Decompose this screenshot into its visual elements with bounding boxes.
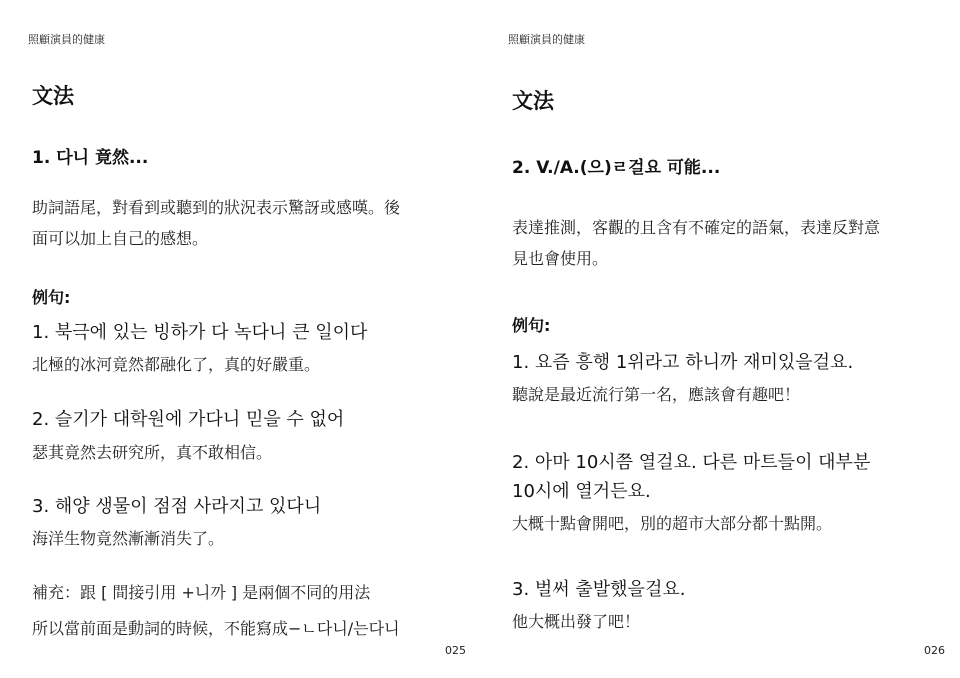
grammar-heading: 2. V./A.(으)ㄹ걸요 可能... (512, 158, 721, 178)
example-korean: 1. 북극에 있는 빙하가 다 녹다니 큰 일이다 (32, 322, 368, 343)
example-korean: 3. 해양 생물이 점점 사라지고 있다니 (32, 496, 322, 517)
section-title: 文法 (32, 84, 74, 108)
example-korean: 1. 요즘 흥행 1위라고 하니까 재미있을걸요. (512, 352, 854, 373)
example-korean: 10시에 열거든요. (512, 481, 651, 502)
grammar-heading: 1. 다니 竟然... (32, 148, 149, 168)
example-translation: 聽說是最近流行第一名，應該會有趣吧！ (512, 385, 801, 404)
description-line: 助詞語尾，對看到或聽到的狀況表示驚訝或感嘆。後 (32, 198, 401, 217)
examples-label: 例句: (512, 316, 551, 335)
supplement-note: 所以當前面是動詞的時候，不能寫成−ㄴ다니/는다니 (32, 619, 400, 638)
example-translation: 大概十點會開吧，別的超市大部分都十點開。 (512, 514, 833, 533)
example-korean: 2. 슬기가 대학원에 가다니 믿을 수 없어 (32, 409, 345, 430)
page-number: 026 (924, 644, 945, 657)
example-translation: 瑟萁竟然去研究所，真不敢相信。 (32, 443, 273, 462)
page-number: 025 (445, 644, 466, 657)
description-line: 見也會使用。 (512, 249, 609, 268)
examples-label: 例句: (32, 288, 71, 307)
description-line: 面可以加上自己的感想。 (32, 229, 209, 248)
description-line: 表達推測，客觀的且含有不確定的語氣，表達反對意 (512, 218, 881, 237)
example-translation: 北極的冰河竟然都融化了，真的好嚴重。 (32, 355, 321, 374)
section-title: 文法 (512, 89, 554, 113)
example-translation: 他大概出發了吧！ (512, 612, 641, 631)
grammar-description (32, 192, 400, 254)
right-page (480, 0, 960, 678)
supplement-note: 補充：跟 [ 間接引用 +니까 ] 是兩個不同的用法 (32, 583, 371, 602)
example-korean: 3. 벌써 출발했을걸요. (512, 579, 686, 600)
example-translation: 海洋生物竟然漸漸消失了。 (32, 529, 225, 548)
page-header: 照顧演員的健康 (508, 33, 585, 46)
grammar-description (512, 212, 880, 274)
example-korean: 2. 아마 10시쯤 열걸요. 다른 마트들이 대부분 (512, 452, 871, 473)
page-header: 照顧演員的健康 (28, 33, 105, 46)
